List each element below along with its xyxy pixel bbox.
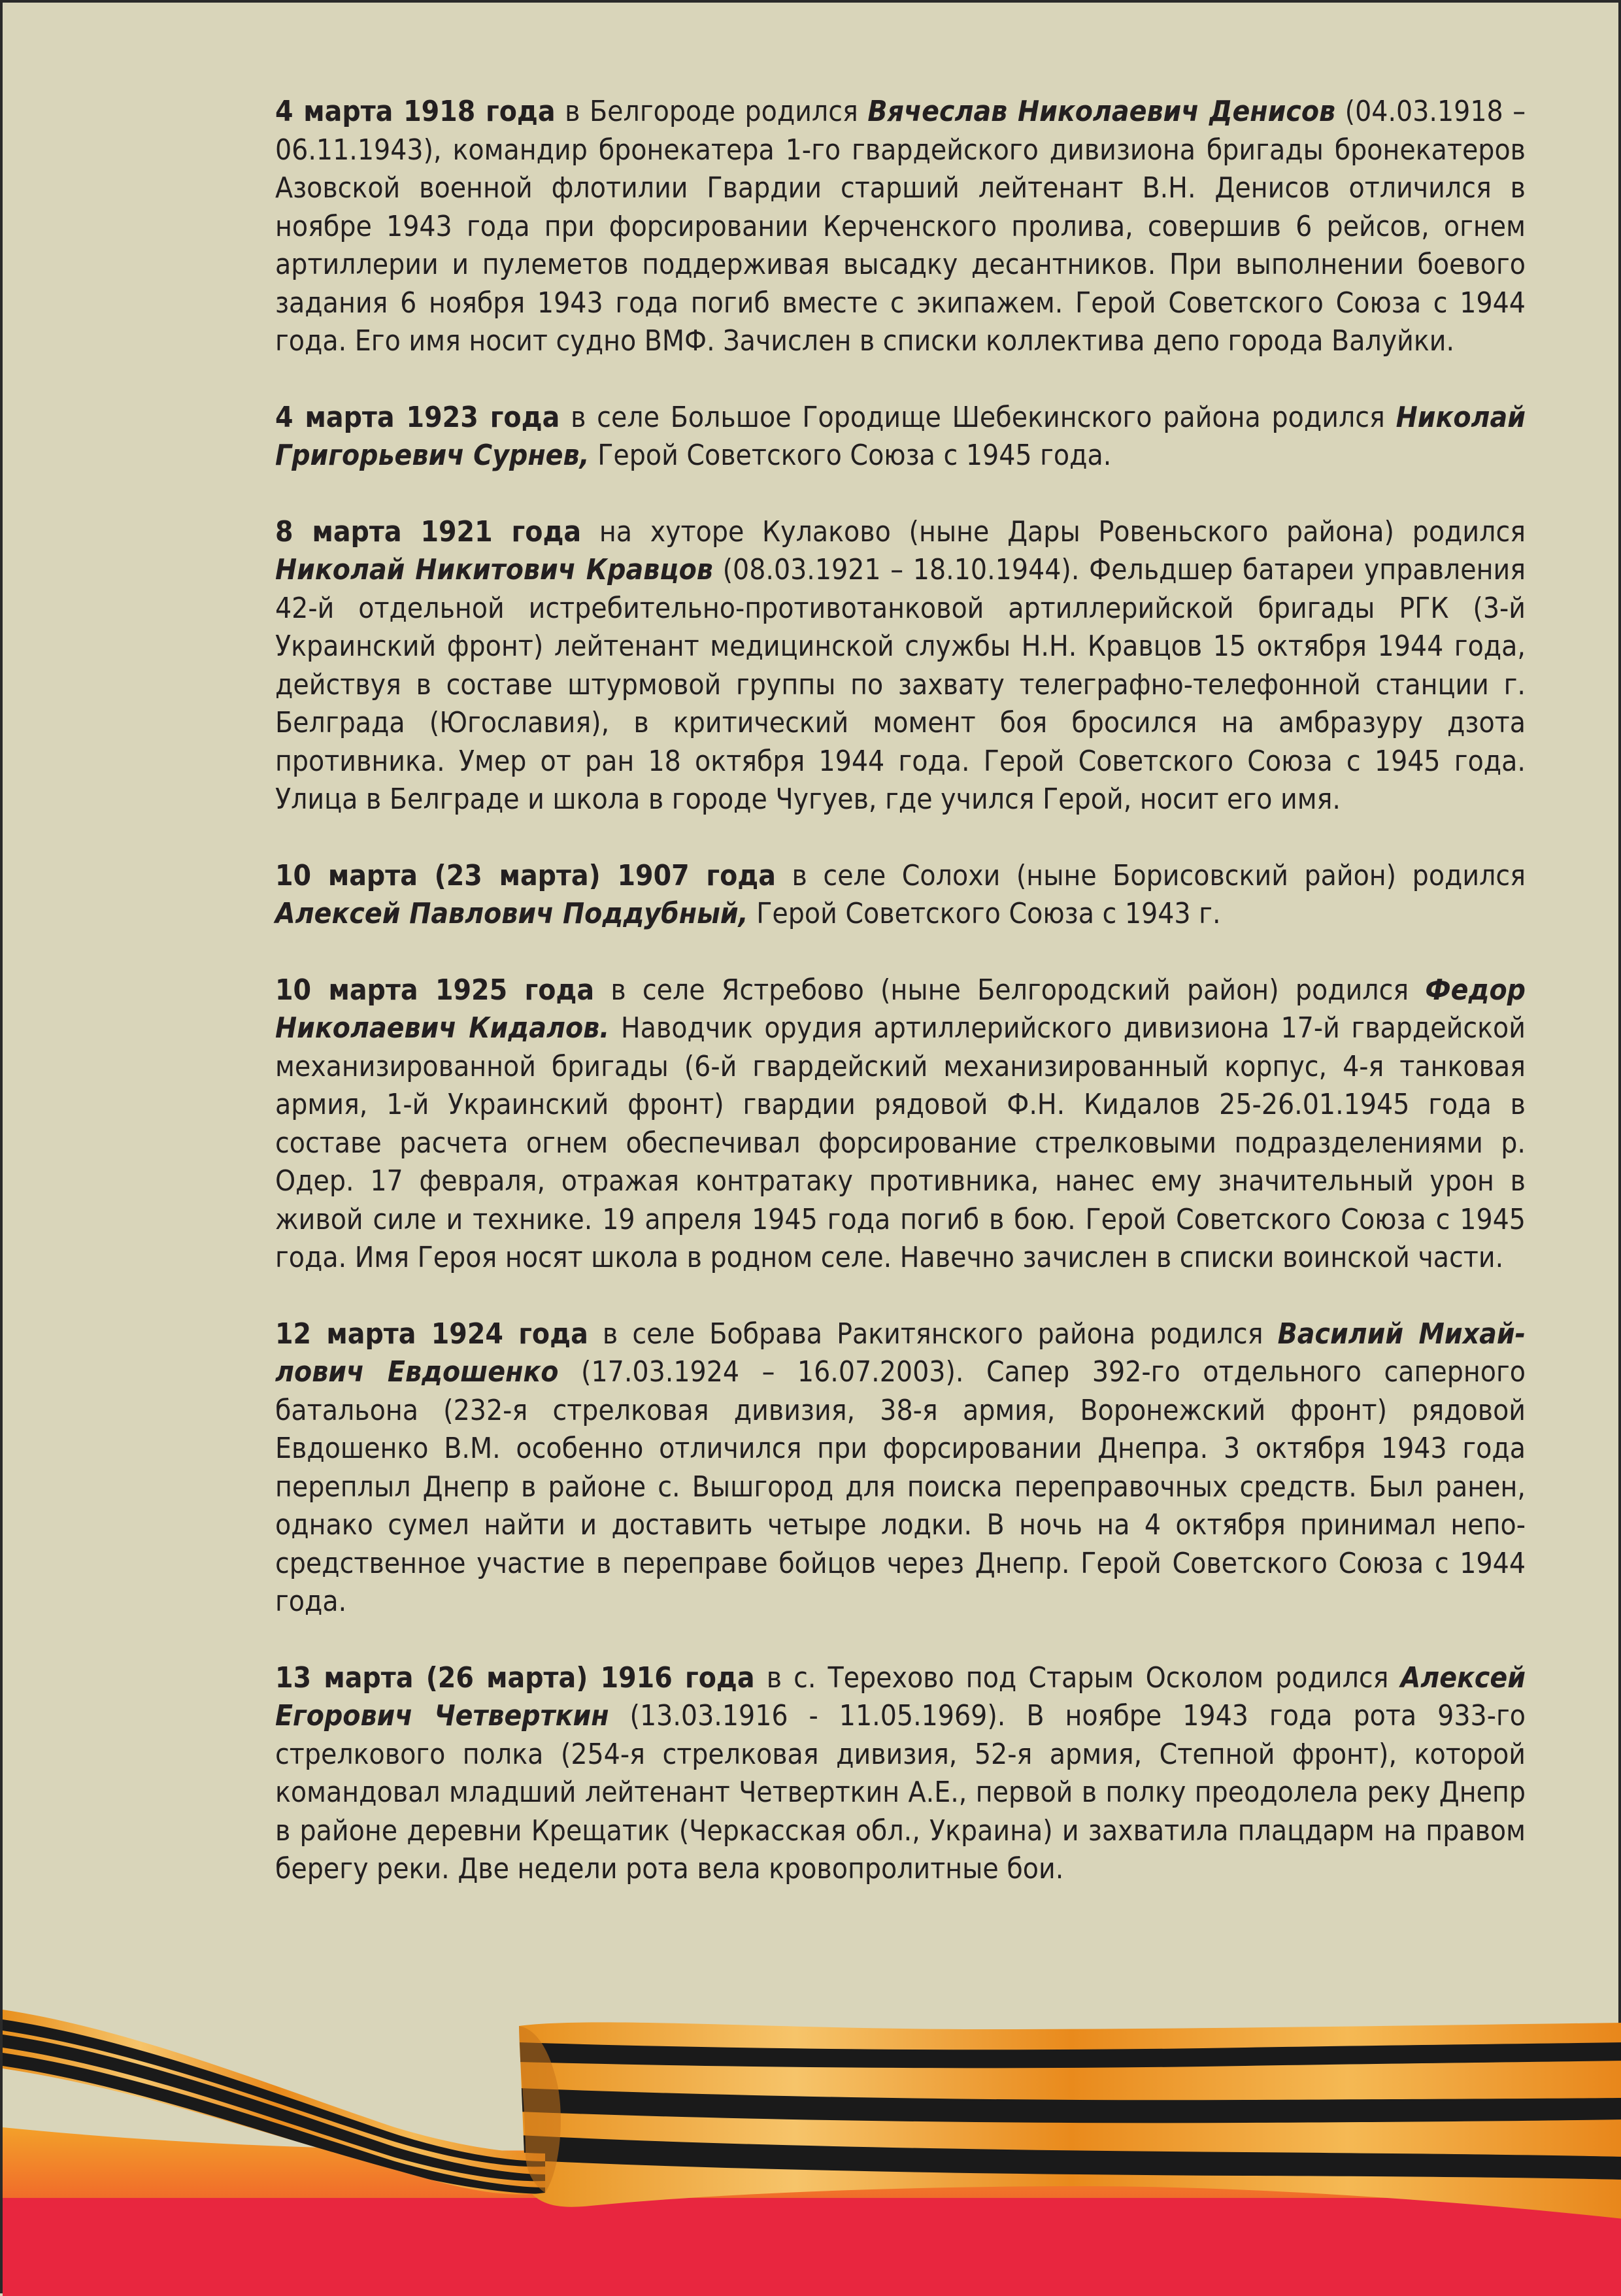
entry-hero-name: Вячеслав Николаевич Денисов <box>867 95 1336 128</box>
entry-date: 4 марта 1923 года <box>275 400 560 434</box>
entry-date: 8 марта 1921 года <box>275 515 582 549</box>
entry-text-pre: в селе Солохи (ныне Борисовский район) родился <box>775 858 1526 892</box>
entry-text-pre: в селе Бобрава Ракитянского района родился <box>588 1317 1278 1351</box>
ribbon-graphic <box>3 1990 1621 2296</box>
entry-kravtsov <box>275 513 1526 819</box>
entry-hero-name: Алексей Павлович Поддубный, <box>275 897 748 930</box>
entry-text-post: Герой Советского Союза с 1945 года. <box>589 439 1112 472</box>
entry-text-post: (08.03.1921 – 18.10.1944). Фельдшер батареи управления 42-й отдельной истребительно-противотанковой артиллерийской бригады РГК (3-й Украинский фронт) лейтенант медицинской службы Н.Н. Кравцов 15 октября 1944 года, действуя в составе штурмовой группы по захвату телеграфно-телефонной станции г. Белграда (Югославия), в критический момент боя бросился на амбразуру дзота противника. Умер от ран 18 октября 1944 года. Герой Советского Союза с 1945 года. Улица в Белграде и школа в городе Чугуев, где учился Герой, носит его имя. <box>275 553 1526 816</box>
entry-denisov <box>275 93 1526 361</box>
entry-text-pre: в с. Терехово под Старым Осколом родился <box>754 1661 1401 1695</box>
entry-date: 12 марта 1924 года <box>275 1317 588 1351</box>
st-george-ribbon-decoration <box>3 1990 1621 2296</box>
red-bottom-band <box>3 2198 1621 2296</box>
entry-text-pre: в селе Ястребово (ныне Белгородский район) родился <box>594 973 1426 1007</box>
entry-text-post: Герой Советского Союза с 1943 г. <box>748 897 1221 930</box>
entry-text-post: (13.03.1916 - 11.05.1969). В ноябре 1943 года рота 933-го стрелкового полка (254-я стрелковая дивизия, 52-я армия, Степной фронт), которой командовал младший лейтенант Четверткин А.Е., первой в полку преодолела реку Днепр в районе деревни Крещатик (Черкасская обл., Украина) и захватила плацдарм на правом берегу реки. Две недели рота вела кровопролитные бои. <box>275 1699 1526 1885</box>
entry-text-pre: на хуторе Кулаково (ныне Дары Ровеньского района) родился <box>581 515 1526 549</box>
entry-hero-name: Алексей Егорович Четверткин <box>275 1661 1526 1732</box>
entry-text-post: (17.03.1924 – 16.07.2003). Сапер 392-го отдельного саперного батальона (232-я стрелковая дивизия, 38-я армия, Воронежский фронт) рядовой Евдошенко В.М. особенно отличился при форсировании Днепра. 3 октября 1943 года переплыл Днепр в районе с. Вышгород для поиска переправочных средств. Был ранен, однако сумел найти и доставить четыре лодки. В ночь на 4 октября принимал непо-средственное участие в переправе бойцов через Днепр. Герой Советского Союза с 1944 года. <box>275 1355 1526 1618</box>
text-column <box>275 93 1526 1927</box>
entry-text-pre: в Белгороде родился <box>555 95 868 128</box>
entry-poddubny <box>275 857 1526 934</box>
entry-text-pre: в селе Большое Городище Шебекинского района родился <box>560 400 1396 434</box>
entry-hero-name: Николай Никитович Кравцов <box>275 553 713 586</box>
entry-text-post: (04.03.1918 – 06.11.1943), командир бронекатера 1-го гвардейского дивизиона бригады бронекатеров Азовской военной флотилии Гвардии старший лейтенант В.Н. Денисов отличился в ноябре 1943 года при форсировании Керченского пролива, совершив 6 рейсов, огнем артиллерии и пулеметов поддерживая высадку десантников. При выполнении боевого задания 6 ноября 1943 года погиб вместе с экипажем. Герой Советского Союза с 1944 года. Его имя носит судно ВМФ. Зачислен в списки коллектива депо города Валуйки. <box>275 95 1526 358</box>
entry-chetverkin <box>275 1659 1526 1889</box>
entry-surnev <box>275 399 1526 475</box>
entry-date: 4 марта 1918 года <box>275 95 556 128</box>
entry-kidalov <box>275 971 1526 1277</box>
entry-text-post: Наводчик орудия артиллерийского дивизиона 17-й гвардейской механизированной бригады (6-й гвардейский механизированный корпус, 4-я танковая армия, 1-й Украинский фронт) гвардии рядовой Ф.Н. Кидалов 25-26.01.1945 года в составе расчета огнем обеспечивал форсирование стрелковыми подразделениями р. Одер. 17 февраля, отражая контратаку противника, нанес ему значительный урон в живой силе и технике. 19 апреля 1945 года погиб в бою. Герой Советского Союза с 1945 года. Имя Героя носят школа в родном селе. Навечно зачислен в списки воинской части. <box>275 1011 1526 1274</box>
entry-evdoshenko <box>275 1315 1526 1621</box>
entry-hero-name: Николай Григорьевич Сурнев, <box>275 400 1526 472</box>
entry-date: 10 марта 1925 года <box>275 973 595 1007</box>
entry-date: 10 марта (23 марта) 1907 года <box>275 858 776 892</box>
entry-date: 13 марта (26 марта) 1916 года <box>275 1661 755 1695</box>
entry-hero-name: Василий Михайлович Евдошенко <box>275 1317 1526 1389</box>
entry-hero-name: Федор Николаевич Кидалов. <box>275 973 1526 1045</box>
